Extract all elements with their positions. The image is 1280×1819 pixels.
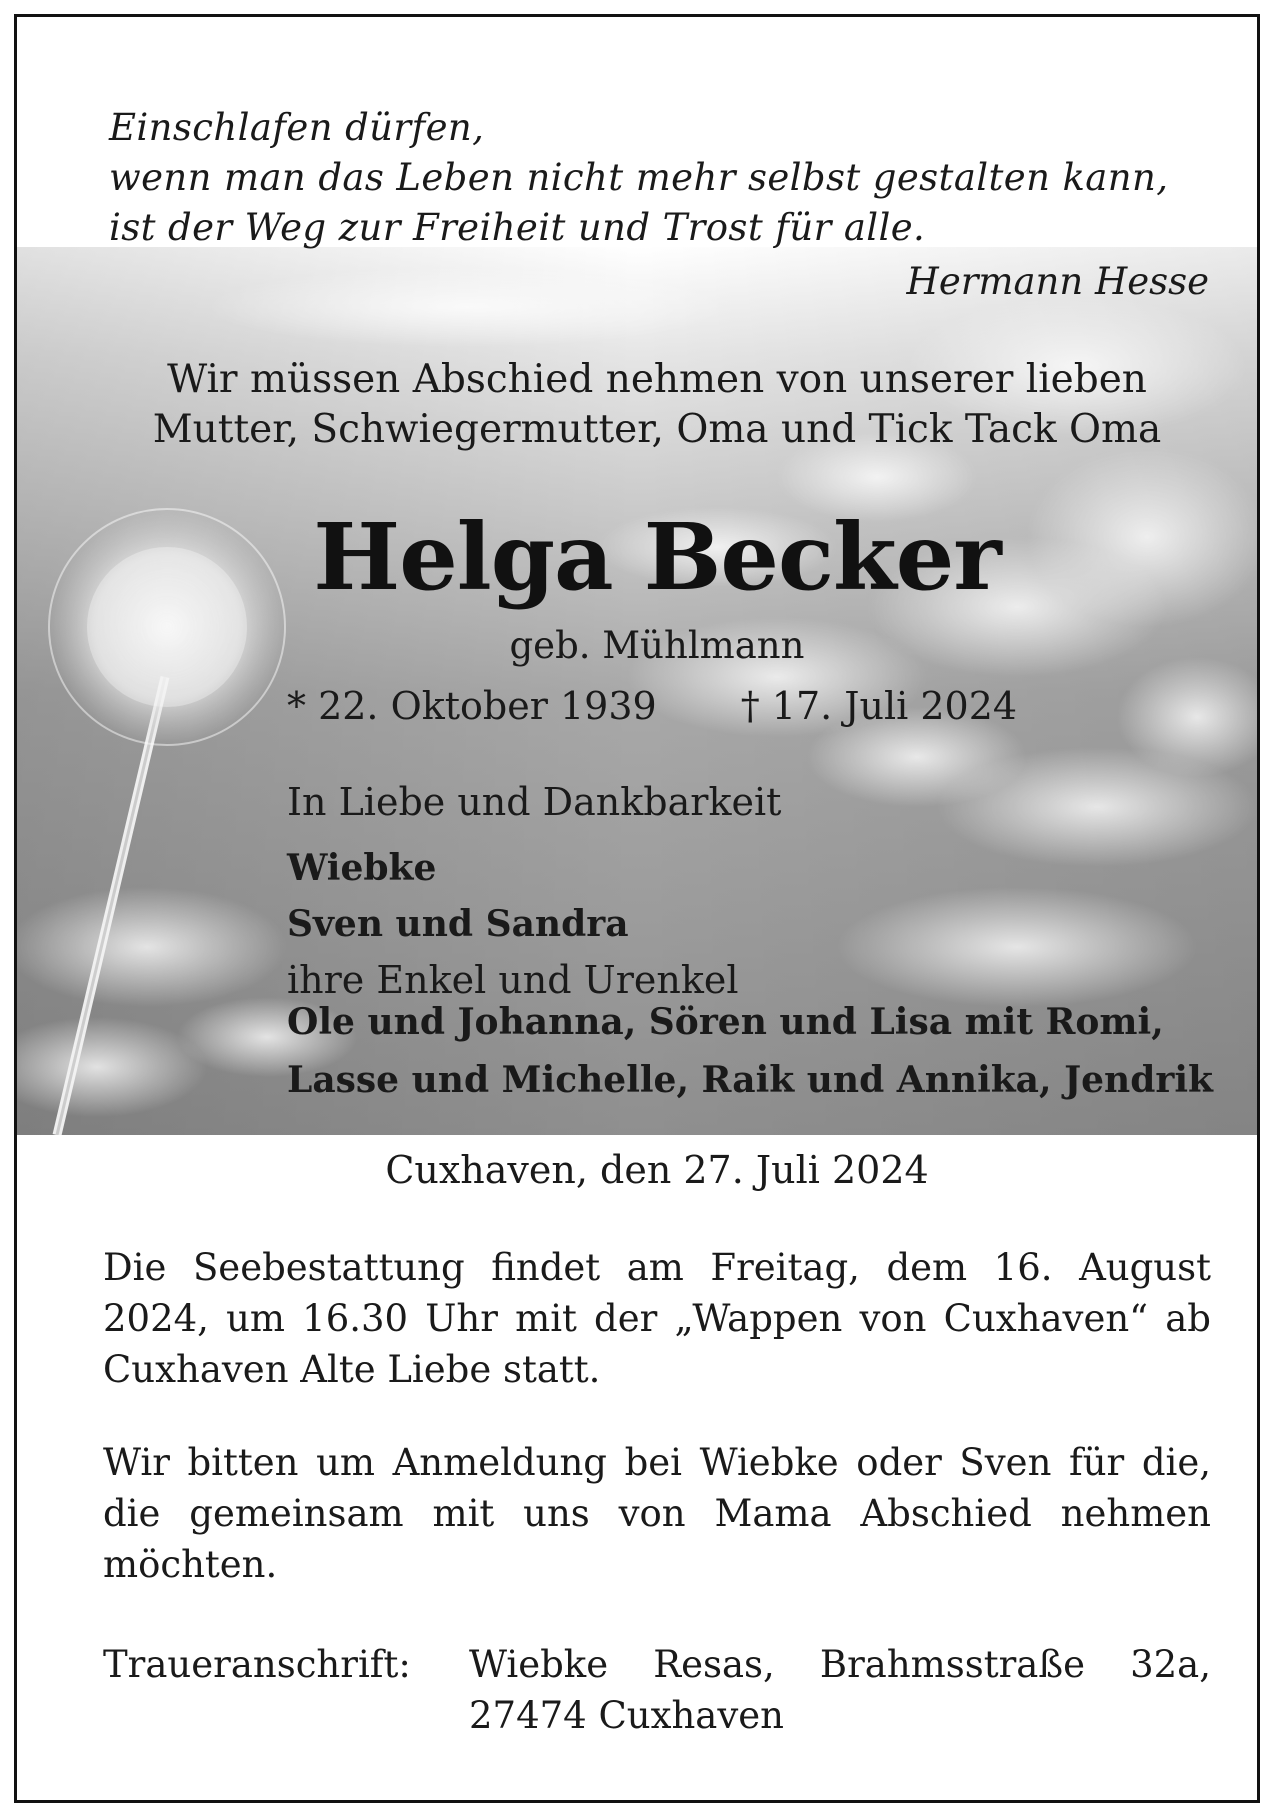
death-date: † 17. Juli 2024 bbox=[740, 684, 1018, 728]
family-names-2: Sven und Sandra bbox=[287, 903, 629, 945]
address-line: 27474 Cuxhaven bbox=[469, 1694, 784, 1737]
intro-line: Wir müssen Abschied nehmen von unserer lieben bbox=[167, 357, 1147, 402]
registration-line: möchten. bbox=[103, 1543, 278, 1586]
address-label: Traueranschrift: bbox=[103, 1643, 411, 1686]
mourning-address bbox=[469, 1639, 1211, 1741]
maiden-name: geb. Mühlmann bbox=[509, 624, 805, 667]
birth-date: * 22. Oktober 1939 bbox=[287, 684, 657, 728]
registration-info bbox=[103, 1437, 1211, 1590]
quote-author: Hermann Hesse bbox=[906, 260, 1209, 303]
grandchildren-names-2: Lasse und Michelle, Raik und Annika, Jendrik bbox=[287, 1059, 1213, 1101]
intro-line: Mutter, Schwiegermutter, Oma und Tick Tack Oma bbox=[152, 407, 1162, 452]
farewell-intro bbox=[47, 355, 1260, 455]
family-names-1: Wiebke bbox=[287, 847, 437, 889]
burial-info bbox=[103, 1242, 1211, 1395]
quote-line: wenn man das Leben nicht mehr selbst gestalten kann, bbox=[109, 156, 1169, 199]
grandchildren-intro: ihre Enkel und Urenkel bbox=[287, 958, 739, 1002]
life-dates bbox=[287, 681, 1017, 731]
deceased-name: Helga Becker bbox=[313, 503, 1001, 611]
quote-line: ist der Weg zur Freiheit und Trost für alle. bbox=[109, 206, 926, 249]
registration-line: die gemeinsam mit uns von Mama Abschied nehmen bbox=[103, 1492, 1211, 1535]
obituary-notice bbox=[14, 14, 1260, 1803]
burial-line: Die Seebestattung findet am Freitag, dem 16. August bbox=[103, 1246, 1211, 1289]
address-line: Wiebke Resas, Brahmsstraße 32a, bbox=[469, 1643, 1211, 1686]
burial-line: Cuxhaven Alte Liebe statt. bbox=[103, 1348, 601, 1391]
quote-line: Einschlafen dürfen, bbox=[109, 106, 485, 149]
family-intro: In Liebe und Dankbarkeit bbox=[287, 780, 782, 824]
registration-line: Wir bitten um Anmeldung bei Wiebke oder Sven für die, bbox=[103, 1441, 1211, 1484]
burial-line: 2024, um 16.30 Uhr mit der „Wappen von Cuxhaven“ ab bbox=[103, 1297, 1211, 1340]
place-and-date: Cuxhaven, den 27. Juli 2024 bbox=[385, 1148, 929, 1192]
hesse-quote bbox=[109, 103, 1209, 253]
grandchildren-names-1: Ole und Johanna, Sören und Lisa mit Romi, bbox=[287, 1001, 1164, 1043]
